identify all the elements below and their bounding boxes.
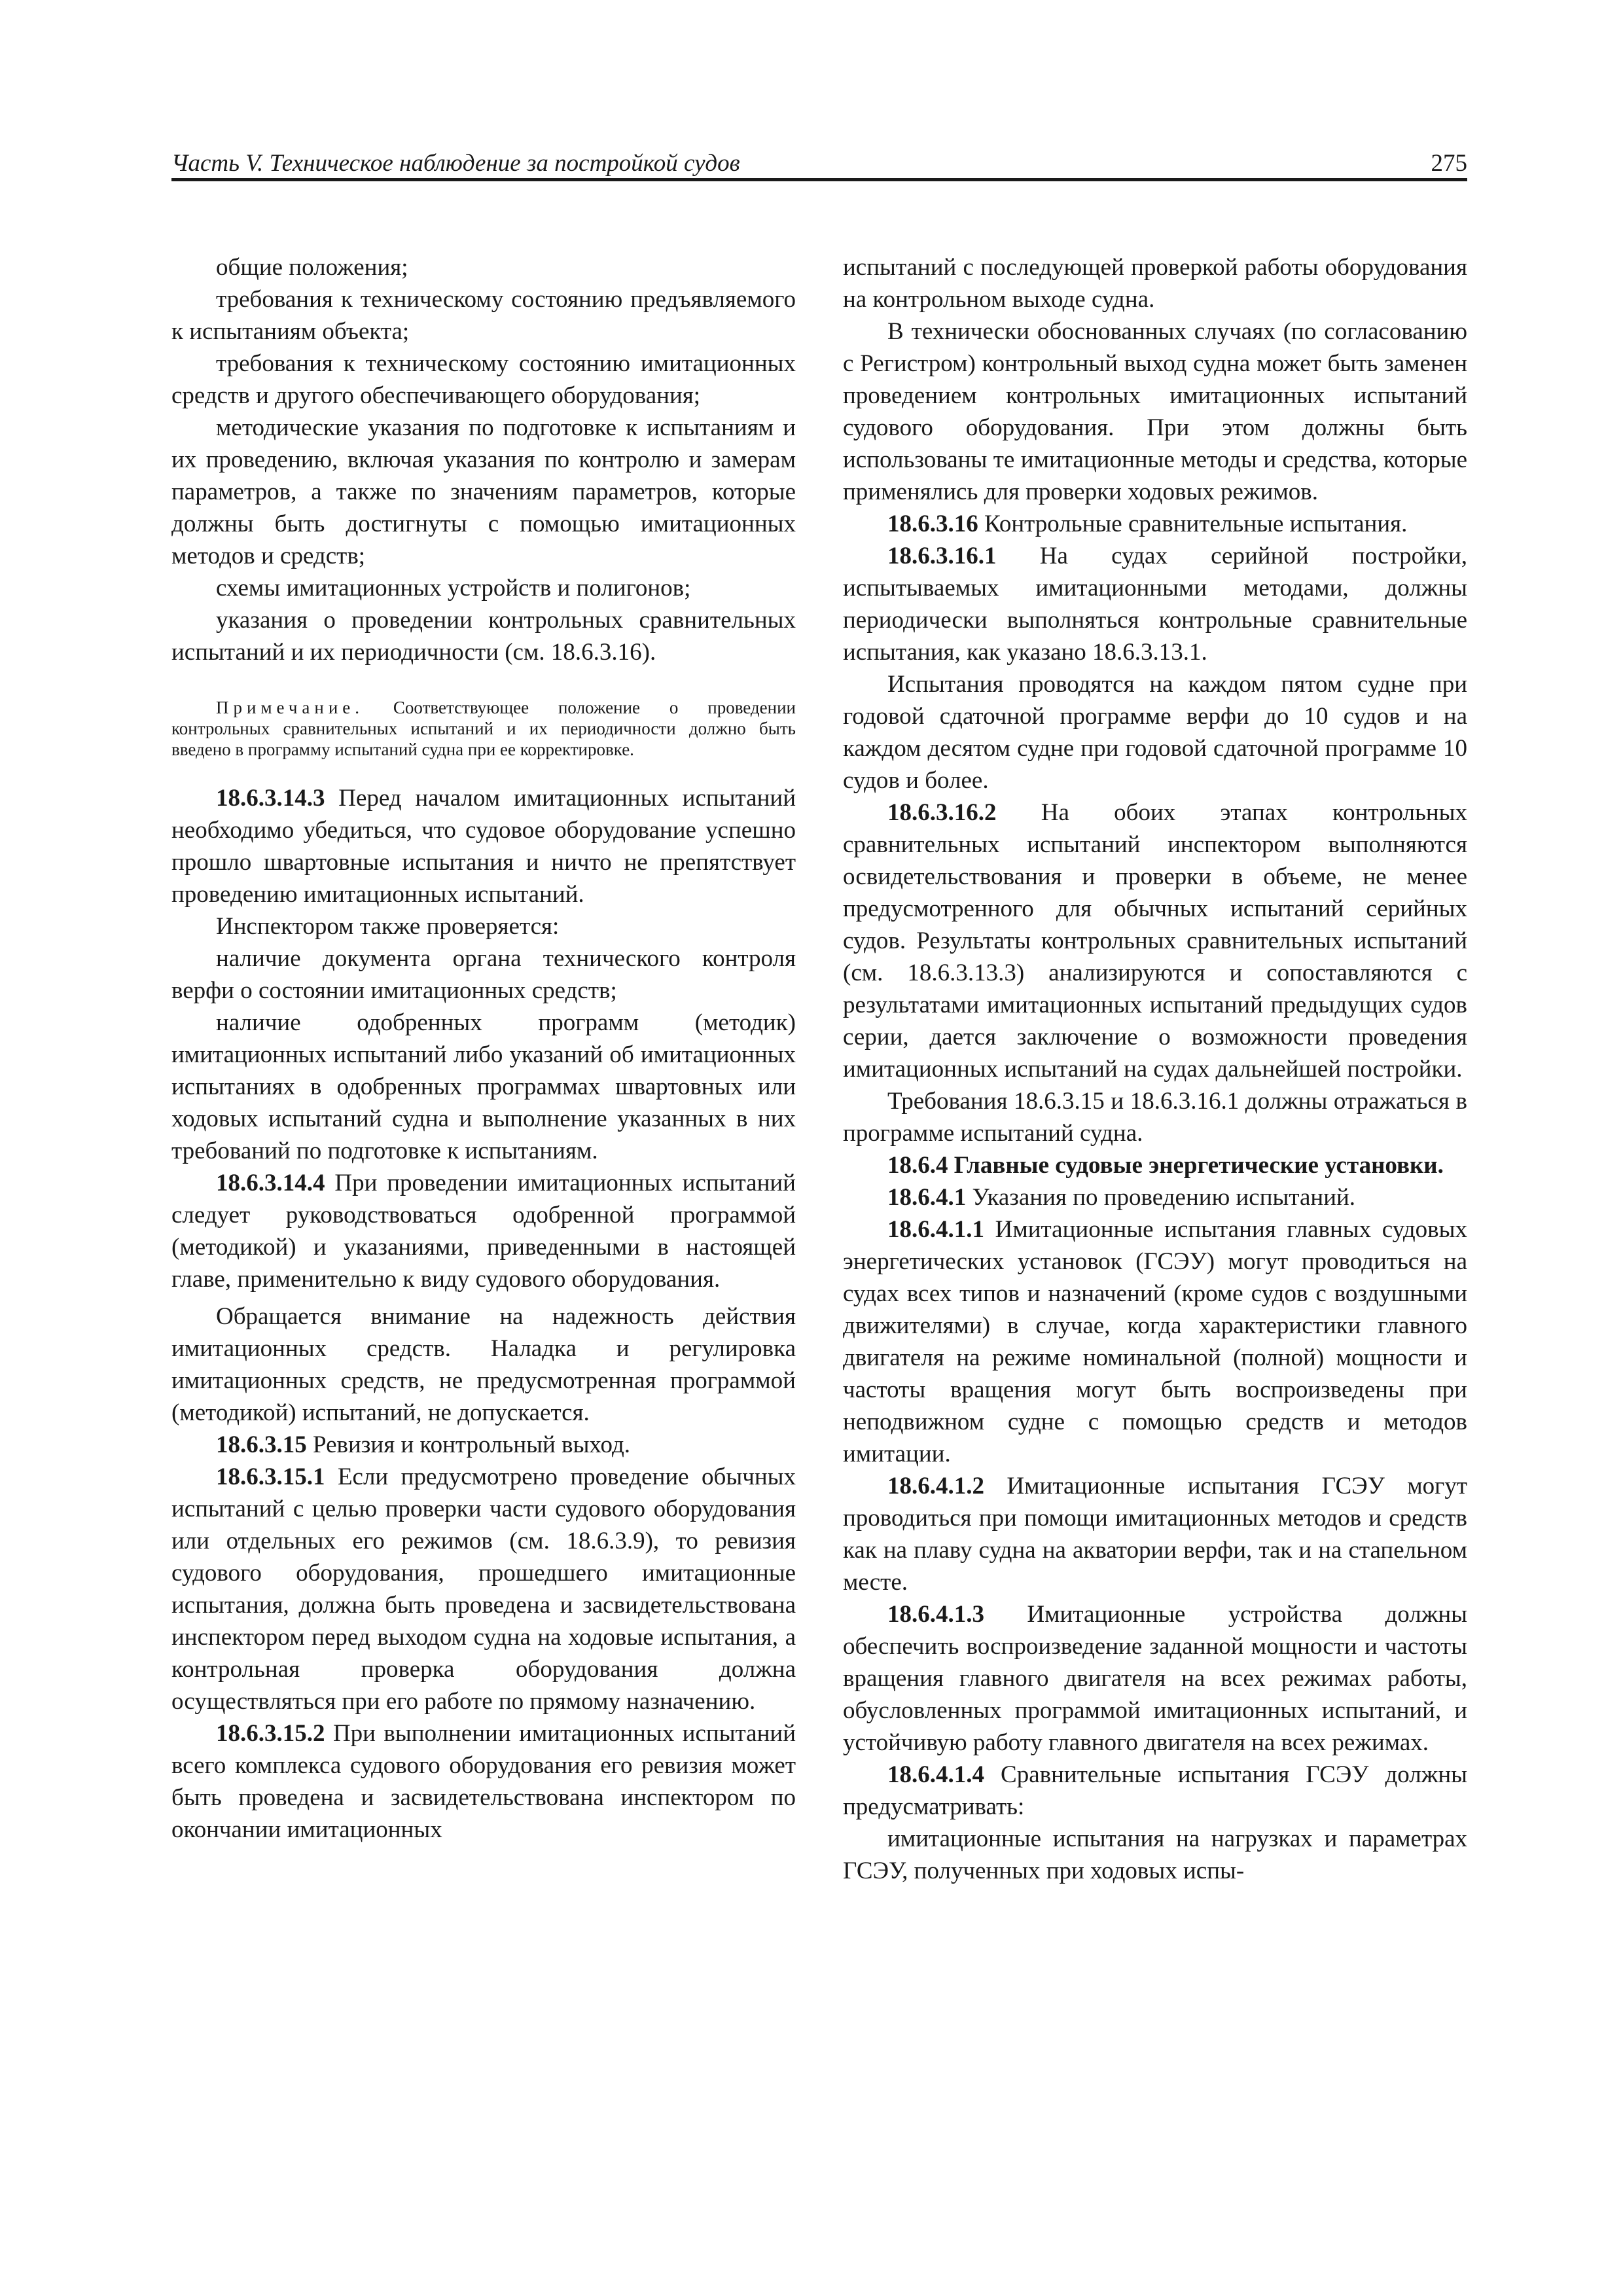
section-text: Ревизия и контрольный выход. (313, 1431, 631, 1458)
section-text: При выполнении имитационных испытаний всего комплекса судового оборудования его ревизия может быть проведена и засвидетельствована инспектором по окончании имитационных (171, 1720, 796, 1843)
section-text: Имитационные устройства должны обеспечить воспроизведение заданной мощности и частоты вращения главного двигателя на всех режимах работы, обусловленных программой имитационных испытаний, и устойчивую работу главного двигателя на всех режимах. (843, 1601, 1467, 1756)
section-number: 18.6.4.1.4 (887, 1761, 984, 1788)
section-paragraph (843, 1598, 1467, 1759)
section-text: На обоих этапах контрольных сравнительных испытаний инспектором выполняются освидетельствования и проверки в объеме, не менее предусмотренного для обычных испытаний серийных судов. Результаты контрольных сравнительных испытаний (см. 18.6.3.13.3) анализируются и сопоставляются с результатами имитационных испытаний предыдущих судов серии, дается заключение о возможности проведения имитационных испытаний на судах дальнейшей постройки. (843, 799, 1467, 1083)
section-number: 18.6.3.15.2 (216, 1720, 325, 1747)
right-column (843, 251, 1467, 1887)
section-paragraph (171, 1461, 796, 1717)
paragraph: указания о проведении контрольных сравнительных испытаний и их периодичности (см. 18.6.3.16). (171, 607, 796, 666)
paragraph: Требования 18.6.3.15 и 18.6.3.16.1 должны отражаться в программе испытаний судна. (843, 1088, 1467, 1147)
section-text: Сравнительные испытания ГСЭУ должны предусматривать: (843, 1761, 1467, 1820)
section-number: 18.6.4.1.1 (887, 1216, 984, 1243)
paragraph: схемы имитационных устройств и полигонов; (216, 575, 691, 601)
section-paragraph (843, 1759, 1467, 1823)
paragraph: В технически обоснованных случаях (по согласованию с Регистром) контрольный выход судна может быть заменен проведением контрольных имитационных испытаний судового оборудования. При этом должны быть использованы те имитационные методы и средства, которые применялись для проверки ходовых режимов. (843, 318, 1467, 505)
header-title: Часть V. Техническое наблюдение за постройкой судов (171, 150, 740, 177)
paragraph: имитационные испытания на нагрузках и параметрах ГСЭУ, полученных при ходовых испы- (843, 1825, 1467, 1884)
section-text: Указания по проведению испытаний. (972, 1184, 1356, 1211)
page-number: 275 (1431, 150, 1467, 177)
paragraph: общие положения; (216, 254, 408, 281)
note-label: Примечание. (216, 698, 365, 717)
section-paragraph (843, 1213, 1467, 1470)
section-number: 18.6.3.14.3 (216, 785, 325, 812)
section-number: 18.6.4.1 (887, 1184, 967, 1211)
section-text: Если предусмотрено проведение обычных испытаний с целью проверки части судового оборудования или отдельных его режимов (см. 18.6.3.9), то ревизия судового оборудования, прошедшего имитационные испытания, должна быть проведена и засвидетельствована инспектором перед выходом судна на ходовые испытания, а контрольная проверка оборудования должна осуществляться при его работе по прямому назначению. (171, 1463, 796, 1715)
section-number: 18.6.4.1.3 (887, 1601, 984, 1628)
section-text: При проведении имитационных испытаний следует руководствоваться одобренной программой (методикой) и указаниями, приведенными в настоящей главе, применительно к виду судового оборудования. (171, 1170, 796, 1293)
section-heading (843, 1149, 1467, 1181)
paragraph: Обращается внимание на надежность действия имитационных средств. Наладка и регулировка имитационных средств, не предусмотренная программой (методикой) испытаний, не допускается. (171, 1303, 796, 1426)
running-header (171, 149, 1467, 178)
section-text: Перед началом имитационных испытаний необходимо убедиться, что судовое оборудование успешно прошло швартовные испытания и ничто не препятствует проведению имитационных испытаний. (171, 785, 796, 908)
section-paragraph (843, 797, 1467, 1085)
section-number: 18.6.3.15.1 (216, 1463, 325, 1490)
section-number: 18.6.3.16.1 (887, 543, 997, 569)
note-text: Соответствующее положение о проведении контрольных сравнительных испытаний и их периодичности должно быть введено в программу испытаний судна при ее корректировке. (171, 698, 796, 759)
section-paragraph (171, 1717, 796, 1846)
section-number: 18.6.3.15 (216, 1431, 307, 1458)
paragraph: наличие одобренных программ (методик) имитационных испытаний либо указаний об имитационных испытаниях в одобренных программах швартовных или ходовых испытаний судна и выполнение указанных в них требований по подготовке к испытаниям. (171, 1009, 796, 1164)
paragraph: требования к техническому состоянию имитационных средств и другого обеспечивающего оборудования; (171, 350, 796, 409)
section-number: 18.6.3.16 (887, 511, 978, 537)
section-paragraph (171, 1429, 796, 1461)
left-column (171, 251, 796, 1846)
section-paragraph (843, 1181, 1467, 1213)
section-paragraph (171, 1167, 796, 1295)
section-paragraph (843, 508, 1467, 540)
paragraph: Инспектором также проверяется: (216, 913, 560, 940)
paragraph: наличие документа органа технического контроля верфи о состоянии имитационных средств; (171, 945, 796, 1004)
paragraph: требования к техническому состоянию предъявляемого к испытаниям объекта; (171, 286, 796, 345)
section-text: Имитационные испытания главных судовых энергетических установок (ГСЭУ) могут проводиться на судах всех типов и назначений (кроме судов с воздушными движителями) в случае, когда характеристики главного двигателя на режиме номинальной (полной) мощности и частоты вращения могут быть воспроизведены при неподвижном судне с помощью средств и методов имитации. (843, 1216, 1467, 1467)
header-rule (171, 178, 1467, 181)
section-paragraph (843, 540, 1467, 668)
note (171, 697, 796, 760)
section-number: 18.6.3.16.2 (887, 799, 997, 826)
paragraph: Испытания проводятся на каждом пятом судне при годовой сдаточной программе верфи до 10 судов и на каждом десятом судне при годовой сдаточной программе 10 судов и более. (843, 671, 1467, 794)
section-text: Имитационные испытания ГСЭУ могут проводиться при помощи имитационных методов и средств как на плаву судна на акватории верфи, так и на стапельном месте. (843, 1473, 1468, 1596)
section-number: 18.6.4.1.2 (887, 1473, 984, 1499)
paragraph: испытаний с последующей проверкой работы оборудования на контрольном выходе судна. (843, 254, 1467, 313)
heading-text: 18.6.4 Главные судовые энергетические установки. (887, 1152, 1444, 1179)
section-paragraph (843, 1470, 1467, 1598)
paragraph: методические указания по подготовке к испытаниям и их проведению, включая указания по контролю и замерам параметров, а также по значениям параметров, которые должны быть достигнуты с помощью имитационных методов и средств; (171, 414, 796, 569)
section-text: Контрольные сравнительные испытания. (984, 511, 1408, 537)
section-number: 18.6.3.14.4 (216, 1170, 325, 1196)
section-paragraph (171, 782, 796, 910)
section-text: На судах серийной постройки, испытываемых имитационными методами, должны периодически выполняться контрольные сравнительные испытания, как указано 18.6.3.13.1. (843, 543, 1468, 666)
